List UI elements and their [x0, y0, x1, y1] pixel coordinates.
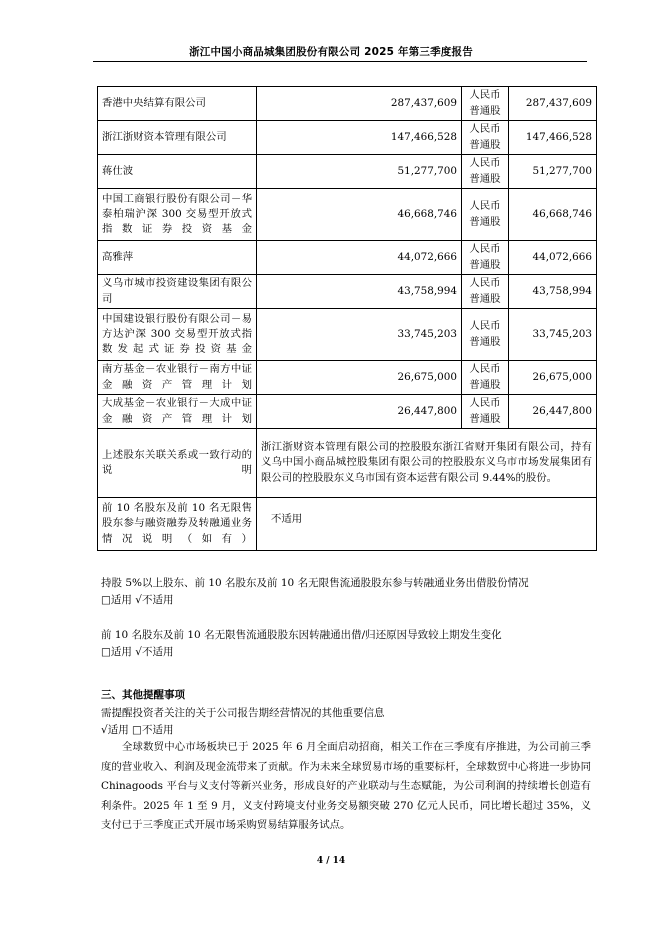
relation-row — [98, 429, 597, 498]
section-options: √适用 □不适用 — [101, 724, 174, 736]
table-row — [98, 155, 597, 189]
share-class-count: 46,668,746 — [509, 189, 597, 241]
share-class-count: 26,675,000 — [509, 361, 597, 395]
share-class: 人民币普通股 — [462, 87, 509, 121]
section-intro: 需提醒投资者关注的关于公司报告期经营情况的其他重要信息 — [101, 707, 385, 719]
shareholder-name: 大成基金－农业银行－大成中证金融资产管理计划 — [98, 395, 257, 429]
shareholder-name: 中国工商银行股份有限公司－华泰柏瑞沪深 300 交易型开放式指数证券投资基金 — [98, 189, 257, 241]
shareholder-name: 香港中央结算有限公司 — [98, 87, 257, 121]
share-class: 人民币普通股 — [462, 241, 509, 275]
shares-held: 46,668,746 — [257, 189, 462, 241]
table-row — [98, 189, 597, 241]
table-row — [98, 361, 597, 395]
table-row — [98, 395, 597, 429]
shares-held: 44,072,666 — [257, 241, 462, 275]
share-class-count: 33,745,203 — [509, 309, 597, 361]
page-number: 4 / 14 — [316, 856, 346, 866]
shareholders-table — [97, 86, 597, 551]
margin-trading-label: 前 10 名股东及前 10 名无限售股东参与融资融券及转融通业务情况说明（如有） — [98, 498, 257, 551]
table-row — [98, 241, 597, 275]
section-paragraph: 全球数贸中心市场板块已于 2025 年 6 月全面启动招商，相关工作在三季度有序推进，为公司前三季度的营业收入、利润及现金流带来了贡献。作为未来全球贸易市场的重要标杆，全球数贸中心将进一步协同 Chinagoods 平台与义支付等新兴业务，形成良好的产业联动与生态赋能，为公司利润的持续增长创造有利条件。2025 年 1 至 9 月，义支付跨境支付业务交易额突破 270 亿元人民币，同比增长超过 35%，义支付已于三季度正式开展市场采购贸易结算服务试点。 — [101, 741, 591, 831]
share-class-count: 26,447,800 — [509, 395, 597, 429]
shares-held: 147,466,528 — [257, 121, 462, 155]
lending-title: 持股 5%以上股东、前 10 名股东及前 10 名无限售流通股股东参与转融通业务出借股份情况 — [101, 577, 529, 589]
shares-held: 51,277,700 — [257, 155, 462, 189]
share-class: 人民币普通股 — [462, 275, 509, 309]
table-row — [98, 121, 597, 155]
shareholder-name: 义乌市城市投资建设集团有限公司 — [98, 275, 257, 309]
change-options: □适用 √不适用 — [101, 646, 174, 658]
table-row — [98, 275, 597, 309]
share-class-count: 147,466,528 — [509, 121, 597, 155]
share-class-count: 43,758,994 — [509, 275, 597, 309]
header-divider — [93, 61, 587, 62]
table-row — [98, 87, 597, 121]
share-class-count: 44,072,666 — [509, 241, 597, 275]
relation-label: 上述股东关联关系或一致行动的说明 — [98, 429, 257, 498]
shares-held: 43,758,994 — [257, 275, 462, 309]
margin-trading-row — [98, 498, 597, 551]
share-class: 人民币普通股 — [462, 189, 509, 241]
shareholder-name: 蒋仕波 — [98, 155, 257, 189]
share-class: 人民币普通股 — [462, 121, 509, 155]
table-row — [98, 309, 597, 361]
change-title: 前 10 名股东及前 10 名无限售流通股股东因转融通出借/归还原因导致较上期发生变化 — [101, 629, 502, 641]
shareholder-name: 中国建设银行股份有限公司－易方达沪深 300 交易型开放式指数发起式证券投资基金 — [98, 309, 257, 361]
report-header-title: 浙江中国小商品城集团股份有限公司 2025 年第三季度报告 — [189, 46, 473, 58]
shareholder-name: 高雅萍 — [98, 241, 257, 275]
share-class: 人民币普通股 — [462, 155, 509, 189]
relation-text: 浙江浙财资本管理有限公司的控股股东浙江省财开集团有限公司，持有义乌中国小商品城控股集团有限公司的控股股东义乌市市场发展集团有限公司的控股股东义乌市国有资本运营有限公司 9.44%的股份。 — [257, 429, 597, 498]
margin-trading-text: 不适用 — [257, 498, 597, 551]
shareholder-name: 浙江浙财资本管理有限公司 — [98, 121, 257, 155]
lending-options: □适用 √不适用 — [101, 594, 174, 606]
share-class: 人民币普通股 — [462, 395, 509, 429]
share-class: 人民币普通股 — [462, 361, 509, 395]
shares-held: 33,745,203 — [257, 309, 462, 361]
share-class-count: 287,437,609 — [509, 87, 597, 121]
share-class: 人民币普通股 — [462, 309, 509, 361]
shares-held: 26,447,800 — [257, 395, 462, 429]
share-class-count: 51,277,700 — [509, 155, 597, 189]
shares-held: 287,437,609 — [257, 87, 462, 121]
shares-held: 26,675,000 — [257, 361, 462, 395]
section-heading: 三、其他提醒事项 — [101, 689, 185, 701]
shareholder-name: 南方基金－农业银行－南方中证金融资产管理计划 — [98, 361, 257, 395]
